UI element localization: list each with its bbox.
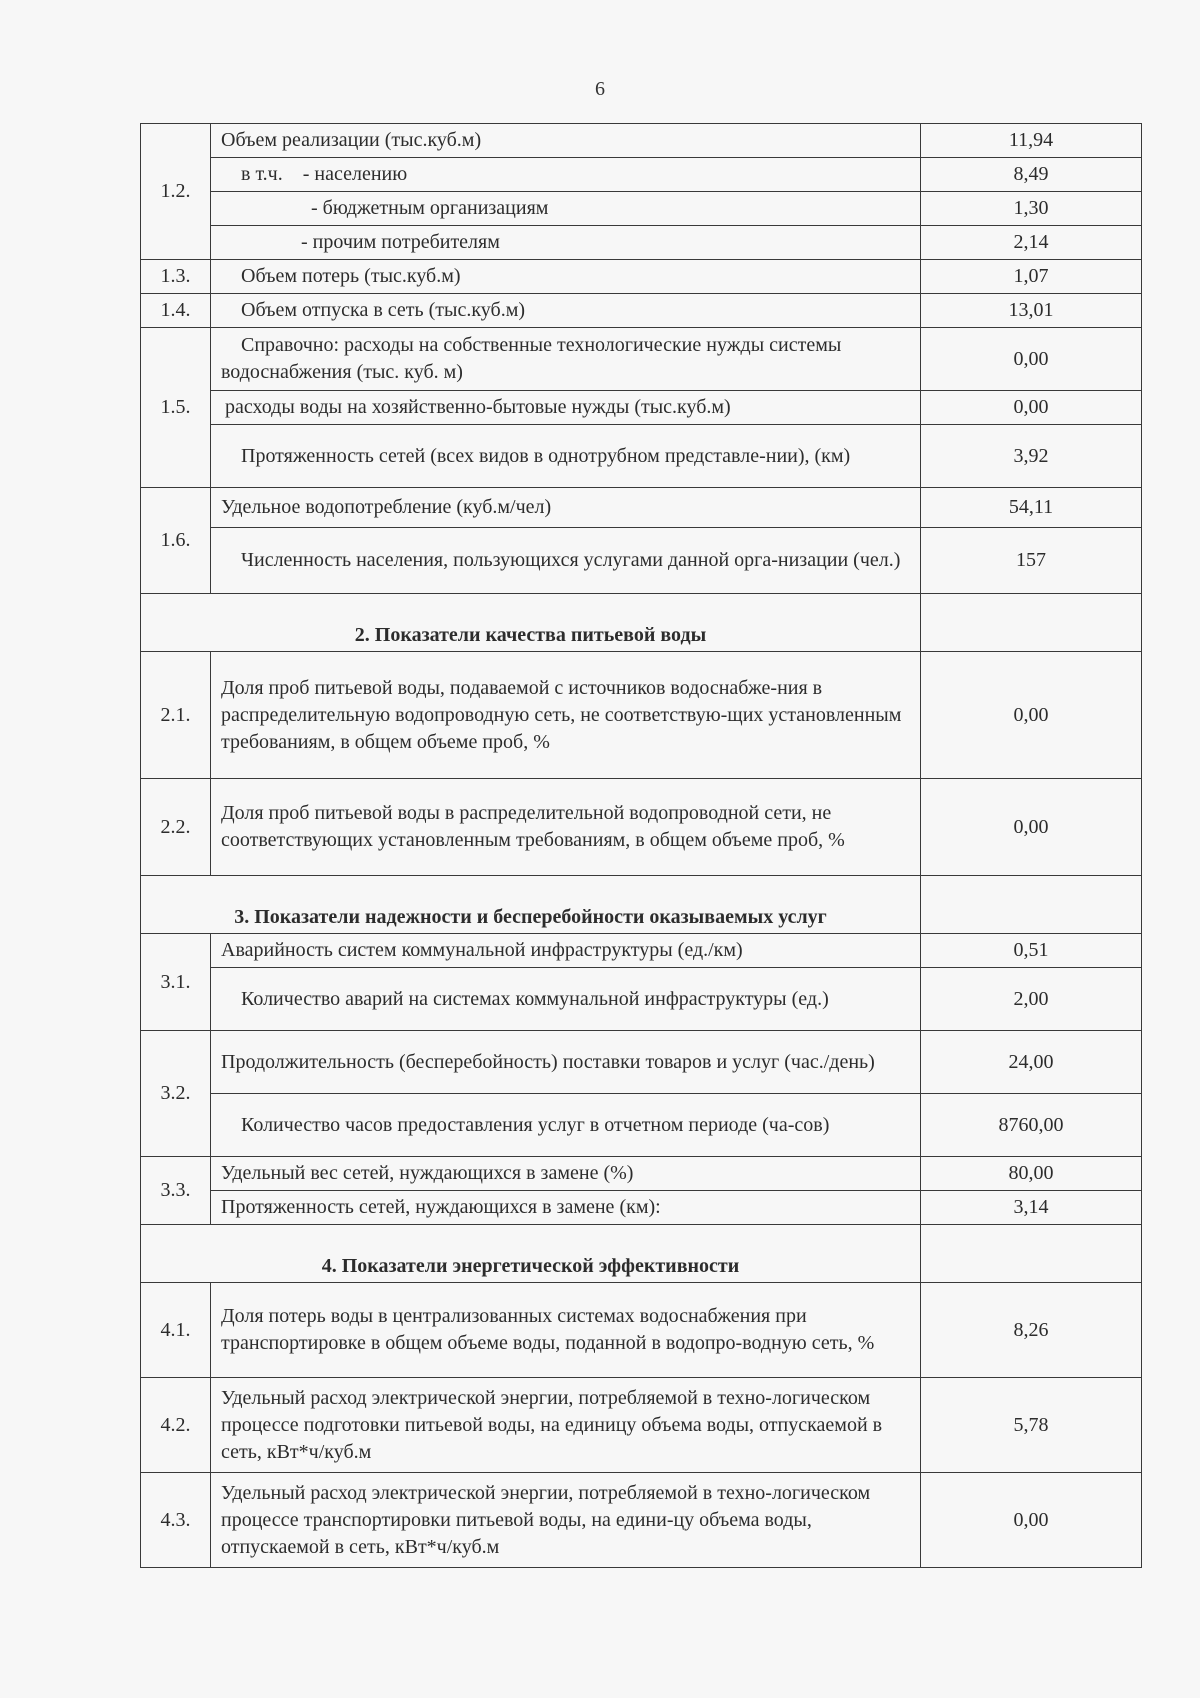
row-label: Протяженность сетей (всех видов в однотрубном представле-нии), (км) [211,425,921,488]
row-label: Объем отпуска в сеть (тыс.куб.м) [211,294,921,328]
row-label: в т.ч. - населению [211,158,921,192]
table-row [141,968,1142,1031]
table-row [141,1473,1142,1568]
row-number: 1.5. [141,328,211,488]
row-value: 11,94 [921,124,1142,158]
row-label: Удельный расход электрической энергии, потребляемой в техно-логическом процессе транспортировки питьевой воды, на едини-цу объема воды, отпускаемой в сеть, кВт*ч/куб.м [211,1473,921,1568]
row-number: 3.3. [141,1157,211,1225]
table-row [141,294,1142,328]
table-row [141,652,1142,779]
indicators-table [140,123,1142,1568]
row-value: 8760,00 [921,1094,1142,1157]
row-number: 2.1. [141,652,211,779]
row-label: Количество аварий на системах коммунальной инфраструктуры (ед.) [211,968,921,1031]
row-number: 1.4. [141,294,211,328]
table-row [141,226,1142,260]
row-label: Объем потерь (тыс.куб.м) [211,260,921,294]
table-row [141,328,1142,391]
row-label: Численность населения, пользующихся услугами данной орга-низации (чел.) [211,528,921,594]
row-label: Объем реализации (тыс.куб.м) [211,124,921,158]
table-row [141,260,1142,294]
table-row [141,488,1142,528]
section-header-row [141,594,1142,652]
row-number: 3.1. [141,934,211,1031]
row-value: 157 [921,528,1142,594]
row-number: 4.1. [141,1283,211,1378]
row-value: 0,00 [921,1473,1142,1568]
row-label: Аварийность систем коммунальной инфраструктуры (ед./км) [211,934,921,968]
row-number: 2.2. [141,779,211,876]
row-label: Доля проб питьевой воды в распределительной водопроводной сети, не соответствующих установленным требованиям, в общем объеме проб, % [211,779,921,876]
table-row [141,192,1142,226]
row-number: 4.2. [141,1378,211,1473]
table-row [141,934,1142,968]
row-label: Количество часов предоставления услуг в отчетном периоде (ча-сов) [211,1094,921,1157]
row-label: Доля проб питьевой воды, подаваемой с источников водоснабже-ния в распределительную водопроводную сеть, не соответствую-щих установленным требованиям, в общем объеме проб, % [211,652,921,779]
row-label: Продолжительность (бесперебойность) поставки товаров и услуг (час./день) [211,1031,921,1094]
row-value: 0,00 [921,779,1142,876]
table-row [141,779,1142,876]
row-number: 1.2. [141,124,211,260]
table-row [141,528,1142,594]
row-label: расходы воды на хозяйственно-бытовые нужды (тыс.куб.м) [211,391,921,425]
table-row [141,1157,1142,1191]
row-value: 0,00 [921,391,1142,425]
table-row [141,1378,1142,1473]
row-value: 0,00 [921,328,1142,391]
table-row [141,158,1142,192]
row-value: 2,00 [921,968,1142,1031]
row-value: 3,92 [921,425,1142,488]
row-value: 2,14 [921,226,1142,260]
table-row [141,1031,1142,1094]
section-header-row [141,876,1142,934]
row-label: - прочим потребителям [211,226,921,260]
row-number: 1.6. [141,488,211,594]
row-value: 1,30 [921,192,1142,226]
row-label: Справочно: расходы на собственные технологические нужды системы водоснабжения (тыс. куб. м) [211,328,921,391]
row-label: Удельный расход электрической энергии, потребляемой в техно-логическом процессе подготовки питьевой воды, на единицу объема воды, отпускаемой в сеть, кВт*ч/куб.м [211,1378,921,1473]
page-number: 6 [595,78,605,100]
table-row [141,391,1142,425]
row-value: 0,00 [921,652,1142,779]
row-value: 3,14 [921,1191,1142,1225]
row-number: 4.3. [141,1473,211,1568]
row-value: 0,51 [921,934,1142,968]
row-value: 54,11 [921,488,1142,528]
row-value: 24,00 [921,1031,1142,1094]
section-title: 4. Показатели энергетической эффективности [141,1225,921,1283]
row-label: Удельное водопотребление (куб.м/чел) [211,488,921,528]
row-value: 5,78 [921,1378,1142,1473]
row-label: - бюджетным организациям [211,192,921,226]
table-row [141,425,1142,488]
table-row [141,1283,1142,1378]
row-label: Доля потерь воды в централизованных системах водоснабжения при транспортировке в общем объеме воды, поданной в водопро-водную сеть, % [211,1283,921,1378]
row-label: Удельный вес сетей, нуждающихся в замене (%) [211,1157,921,1191]
table-row [141,124,1142,158]
section-header-row [141,1225,1142,1283]
table-row [141,1094,1142,1157]
row-value: 8,49 [921,158,1142,192]
row-value: 8,26 [921,1283,1142,1378]
table-row [141,1191,1142,1225]
row-value: 13,01 [921,294,1142,328]
row-value: 1,07 [921,260,1142,294]
row-value: 80,00 [921,1157,1142,1191]
row-number: 1.3. [141,260,211,294]
row-number: 3.2. [141,1031,211,1157]
section-title: 3. Показатели надежности и бесперебойности оказываемых услуг [141,876,921,934]
row-label: Протяженность сетей, нуждающихся в замене (км): [211,1191,921,1225]
section-title: 2. Показатели качества питьевой воды [141,594,921,652]
